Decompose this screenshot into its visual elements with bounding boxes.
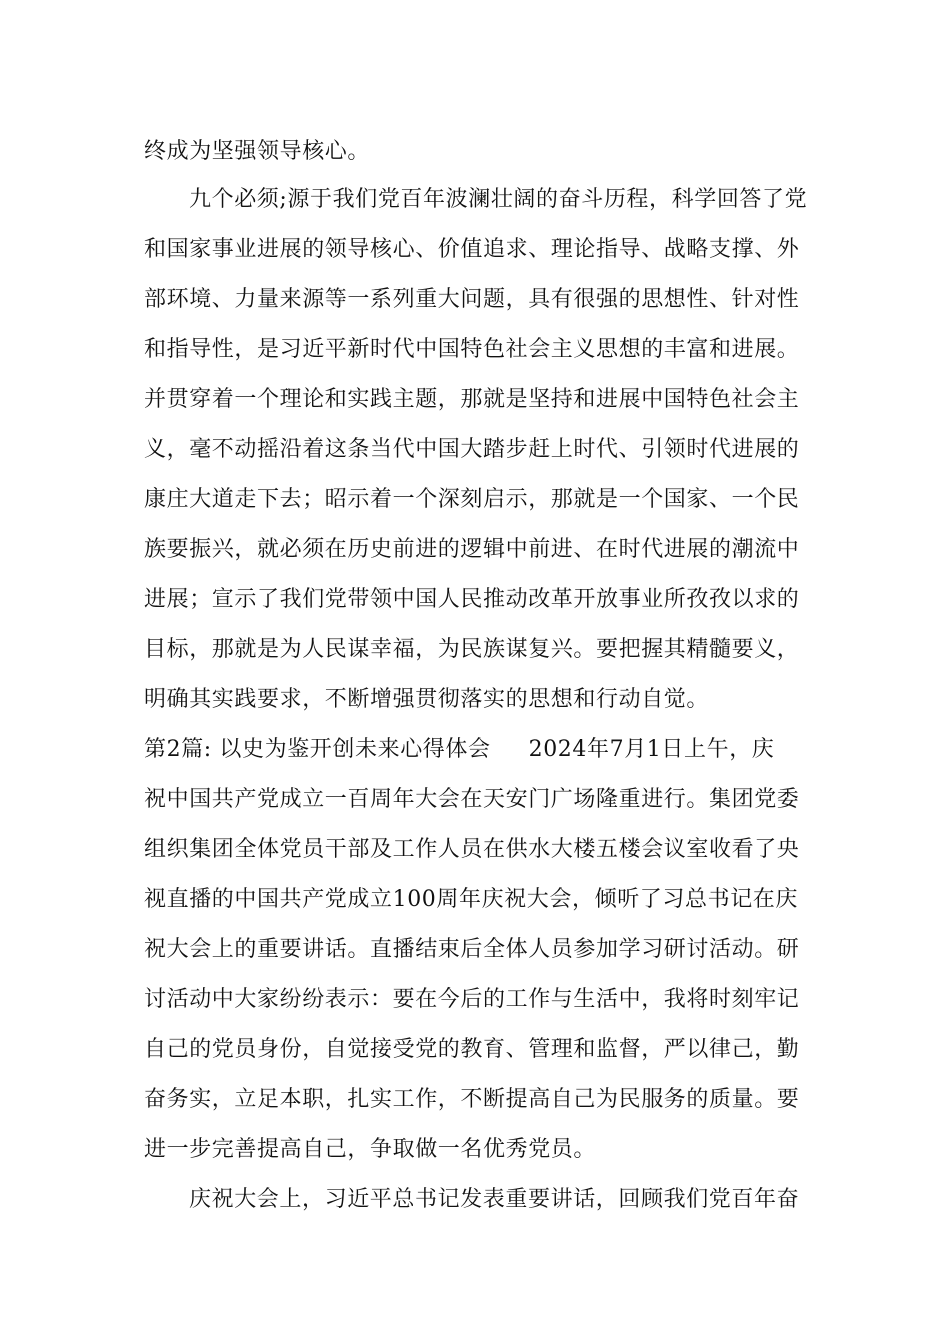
paragraph-line: 庆祝大会上，习近平总书记发表重要讲话，回顾我们党百年奋 xyxy=(189,1187,800,1212)
section-date-text: 2024年7月1日上午，庆 xyxy=(528,737,775,762)
paragraph-line: 并贯穿着一个理论和实践主题，那就是坚持和进展中国特色社会主 xyxy=(144,387,800,412)
paragraph-line: 目标，那就是为人民谋幸福，为民族谋复兴。要把握其精髓要义， xyxy=(144,637,800,662)
paragraph-line: 和国家事业进展的领导核心、价值追求、理论指导、战略支撑、外 xyxy=(144,237,800,262)
paragraph-line: 终成为坚强领导核心。 xyxy=(144,139,371,164)
paragraph-line: 族要振兴，就必须在历史前进的逻辑中前进、在时代进展的潮流中 xyxy=(144,537,800,562)
paragraph-line: 明确其实践要求，不断增强贯彻落实的思想和行动自觉。 xyxy=(144,687,710,712)
paragraph-line: 讨活动中大家纷纷表示：要在今后的工作与生活中，我将时刻牢记 xyxy=(144,987,800,1012)
paragraph-line: 义，毫不动摇沿着这条当代中国大踏步赶上时代、引领时代进展的 xyxy=(144,437,800,462)
paragraph-line: 部环境、力量来源等一系列重大问题，具有很强的思想性、针对性 xyxy=(144,287,800,312)
paragraph-line: 自己的党员身份，自觉接受党的教育、管理和监督，严以律己，勤 xyxy=(144,1037,800,1062)
paragraph-line: 进展；宣示了我们党带领中国人民推动改革开放事业所孜孜以求的 xyxy=(144,587,800,612)
section-title: 第2篇: 以史为鉴开创未来心得体会 xyxy=(144,737,491,762)
paragraph-line: 进一步完善提高自己，争取做一名优秀党员。 xyxy=(144,1137,597,1162)
paragraph-line: 祝中国共产党成立一百周年大会在天安门广场隆重进行。集团党委 xyxy=(144,787,800,812)
paragraph-line: 和指导性，是习近平新时代中国特色社会主义思想的丰富和进展。 xyxy=(144,337,800,362)
section-heading-line xyxy=(144,735,774,765)
paragraph-line: 九个必须;源于我们党百年波澜壮阔的奋斗历程，科学回答了党 xyxy=(189,187,808,212)
paragraph-line: 奋务实，立足本职，扎实工作，不断提高自己为民服务的质量。要 xyxy=(144,1087,800,1112)
paragraph-line: 祝大会上的重要讲话。直播结束后全体人员参加学习研讨活动。研 xyxy=(144,937,800,962)
paragraph-line: 组织集团全体党员干部及工作人员在供水大楼五楼会议室收看了央 xyxy=(144,837,800,862)
paragraph-line: 康庄大道走下去；昭示着一个深刻启示，那就是一个国家、一个民 xyxy=(144,487,800,512)
paragraph-line: 视直播的中国共产党成立100周年庆祝大会，倾听了习总书记在庆 xyxy=(144,887,798,912)
